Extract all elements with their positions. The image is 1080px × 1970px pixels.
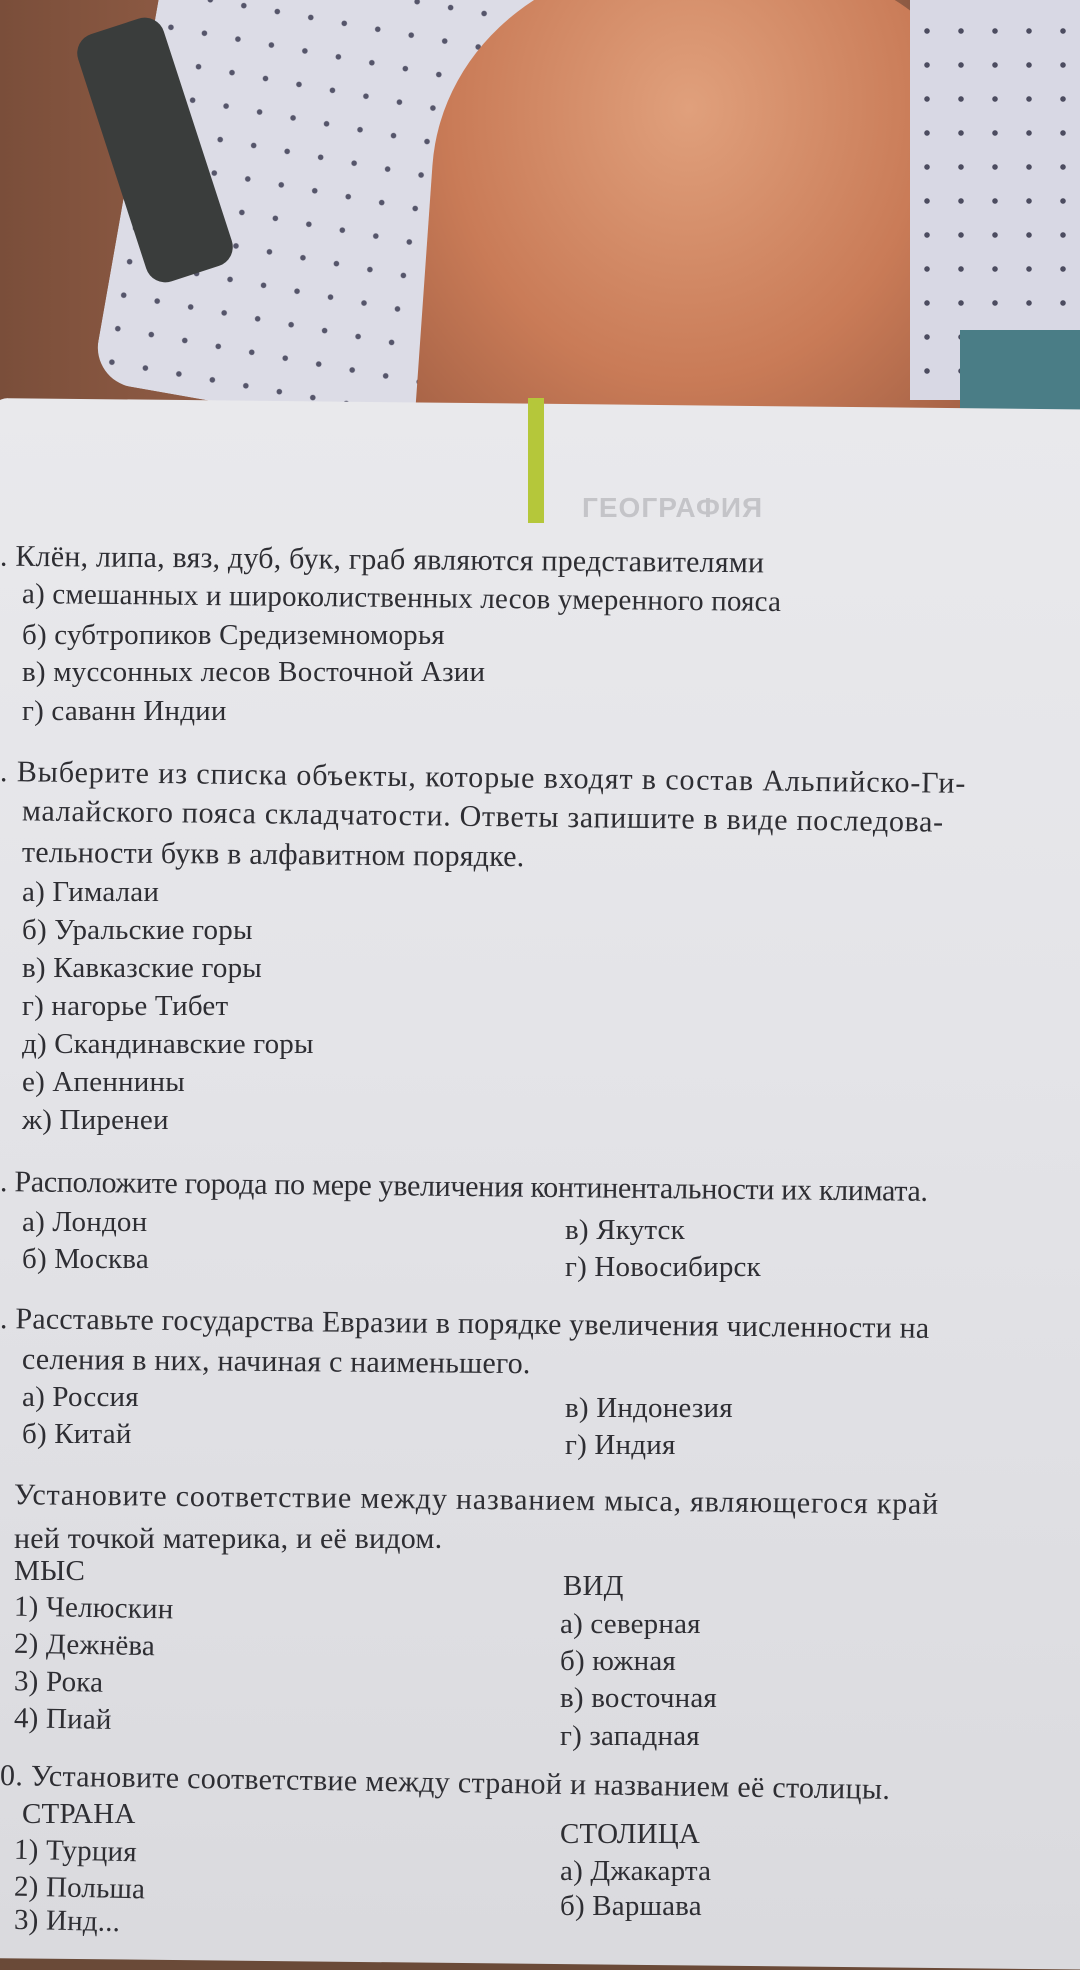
q4-option-a: а) Россия — [22, 1381, 139, 1413]
q2-option-f: е) Апеннины — [22, 1066, 185, 1098]
q6-right-header: СТОЛИЦА — [560, 1818, 701, 1850]
q3-option-d: г) Новосибирск — [565, 1251, 761, 1283]
q5-left-1: 1) Челюскин — [13, 1590, 174, 1626]
q1-option-d: г) саванн Индии — [22, 695, 227, 727]
q2-option-a: а) Гималаи — [22, 876, 160, 908]
q5-right-d: г) западная — [560, 1720, 700, 1752]
q5-right-b: б) южная — [560, 1645, 676, 1677]
question-4-line-1: . Расставьте государства Евразии в порядке увеличения численности на — [0, 1302, 930, 1345]
q1-option-c: в) муссонных лесов Восточной Азии — [22, 656, 486, 688]
q5-left-3: 3) Рока — [13, 1665, 104, 1699]
q6-left-header: СТРАНА — [22, 1798, 136, 1830]
question-2-line-2: малайского пояса складчатости. Ответы запишите в виде последова- — [21, 794, 945, 839]
q2-option-e: д) Скандинавские горы — [22, 1028, 314, 1060]
question-3: . Расположите города по мере увеличения континентальности их климата. — [0, 1165, 928, 1208]
q2-option-g: ж) Пиренеи — [22, 1104, 169, 1136]
question-6: 0. Установите соответствие между страной и названием её столицы. — [0, 1759, 891, 1806]
q5-left-header: МЫС — [14, 1555, 86, 1587]
q1-option-b: б) субтропиков Средиземноморья — [22, 619, 445, 651]
q5-right-a: а) северная — [560, 1608, 701, 1640]
q1-option-a: а) смешанных и широколиственных лесов умеренного пояса — [21, 578, 782, 618]
q5-right-header: ВИД — [563, 1570, 624, 1602]
page-header: ГЕОГРАФИЯ — [582, 492, 764, 523]
q4-option-b: б) Китай — [22, 1418, 132, 1450]
q5-left-2: 2) Дежнёва — [13, 1627, 156, 1663]
q3-option-a: а) Лондон — [22, 1206, 148, 1238]
q6-right-a: а) Джакарта — [560, 1855, 712, 1887]
q2-option-c: в) Кавказские горы — [22, 952, 262, 984]
question-5-line-2: ней точкой материка, и её видом. — [14, 1522, 443, 1555]
header-accent-bar — [528, 398, 544, 523]
q4-option-c: в) Индонезия — [565, 1392, 733, 1424]
q6-left-1: 1) Турция — [13, 1833, 138, 1869]
question-2-line-1: . Выберите из списка объекты, которые входят в состав Альпийско-Ги- — [0, 755, 967, 800]
question-1: . Клён, липа, вяз, дуб, бук, граб являются представителями — [0, 539, 765, 580]
q3-option-b: б) Москва — [22, 1243, 149, 1275]
q2-option-b: б) Уральские горы — [22, 914, 253, 946]
question-2-line-3: тельности букв в алфавитном порядке. — [21, 835, 525, 874]
question-5-line-1: Установите соответствие между названием мыса, являющегося край — [13, 1478, 940, 1521]
q3-option-c: в) Якутск — [565, 1214, 685, 1246]
question-4-line-2: селения в них, начиная с наименьшего. — [21, 1342, 531, 1381]
q4-option-d: г) Индия — [565, 1429, 676, 1461]
q6-right-b: б) Варшава — [560, 1890, 702, 1922]
q2-option-d: г) нагорье Тибет — [22, 990, 229, 1022]
q5-left-4: 4) Пиай — [13, 1702, 112, 1736]
q6-left-3: 3) Инд... — [13, 1903, 121, 1939]
q6-left-2: 2) Польша — [13, 1870, 146, 1906]
q5-right-c: в) восточная — [560, 1682, 717, 1714]
photo-background — [0, 0, 1080, 440]
